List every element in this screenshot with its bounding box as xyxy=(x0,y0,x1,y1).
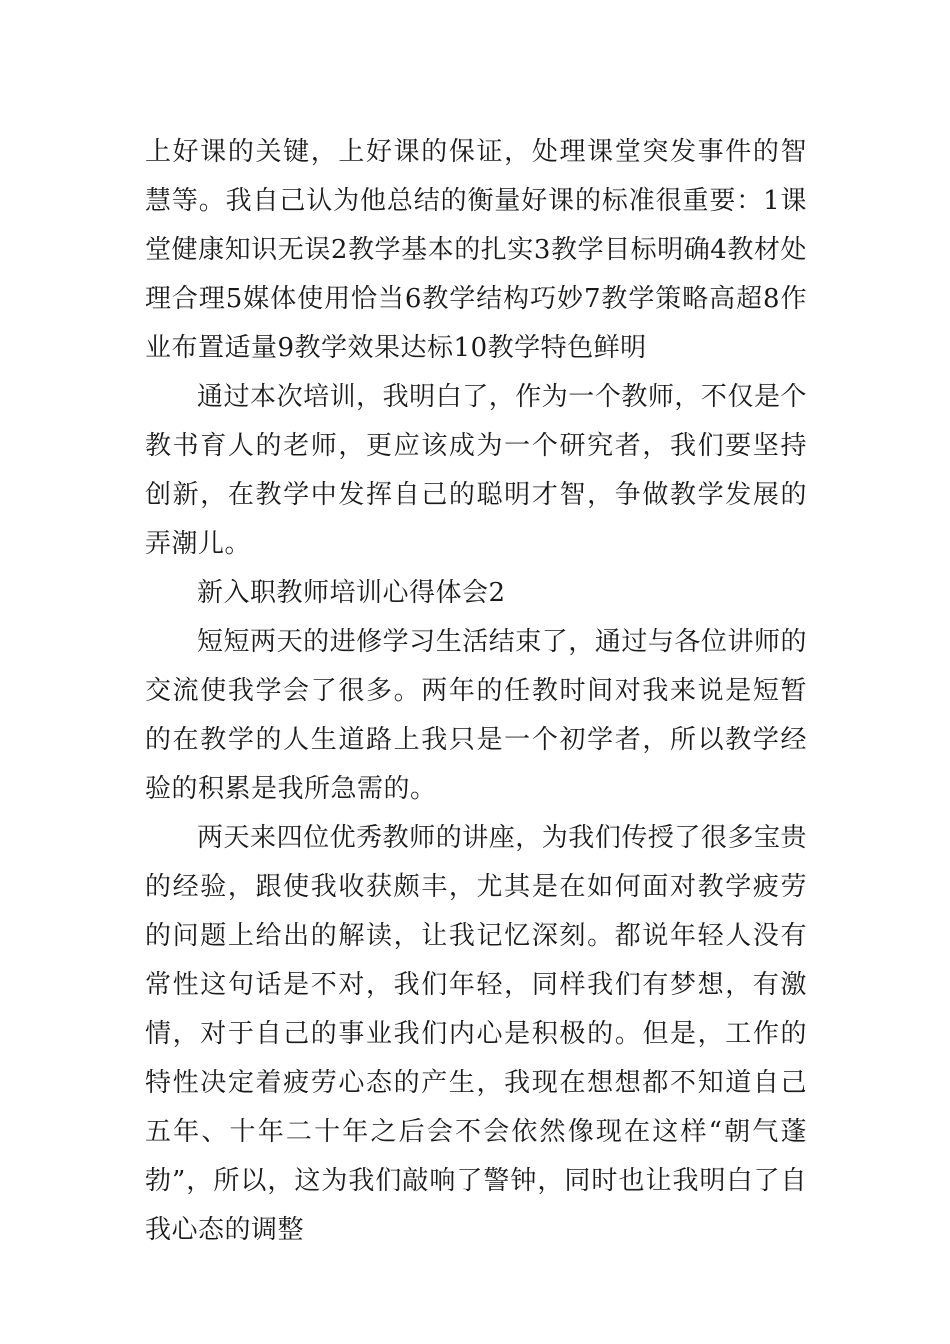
paragraph-lecture-experience: 两天来四位优秀教师的讲座，为我们传授了很多宝贵的经验，跟使我收获颇丰，尤其是在如何面对教学疲劳的问题上给出的解读，让我记忆深刻。都说年轻人没有常性这句话是不对，我们年轻，同样我们有梦想，有激情，对于自己的事业我们内心是积极的。但是，工作的特性决定着疲劳心态的产生，我现在想想都不知道自己五年、十年二十年之后会不会依然像现在这样“朝气蓬勃”，所以，这为我们敲响了警钟，同时也让我明白了自我心态的调整 xyxy=(145,823,807,1245)
paragraph-training-reflection: 通过本次培训，我明白了，作为一个教师，不仅是个教书育人的老师，更应该成为一个研究者，我们要坚持创新，在教学中发挥自己的聪明才智，争做教学发展的弄潮儿。 xyxy=(145,382,807,559)
document-body xyxy=(145,128,807,1255)
paragraph-continuation: 上好课的关键，上好课的保证，处理课堂突发事件的智慧等。我自己认为他总结的衡量好课的标准很重要：1课堂健康知识无误2教学基本的扎实3教学目标明确4教材处理合理5媒体使用恰当6教学结构巧妙7教学策略高超8作业布置适量9教学效果达标10教学特色鲜明 xyxy=(145,137,807,363)
paragraph-study-summary: 短短两天的进修学习生活结束了，通过与各位讲师的交流使我学会了很多。两年的任教时间对我来说是短暂的在教学的人生道路上我只是一个初学者，所以教学经验的积累是我所急需的。 xyxy=(145,627,807,804)
section-heading: 新入职教师培训心得体会2 xyxy=(197,578,506,608)
